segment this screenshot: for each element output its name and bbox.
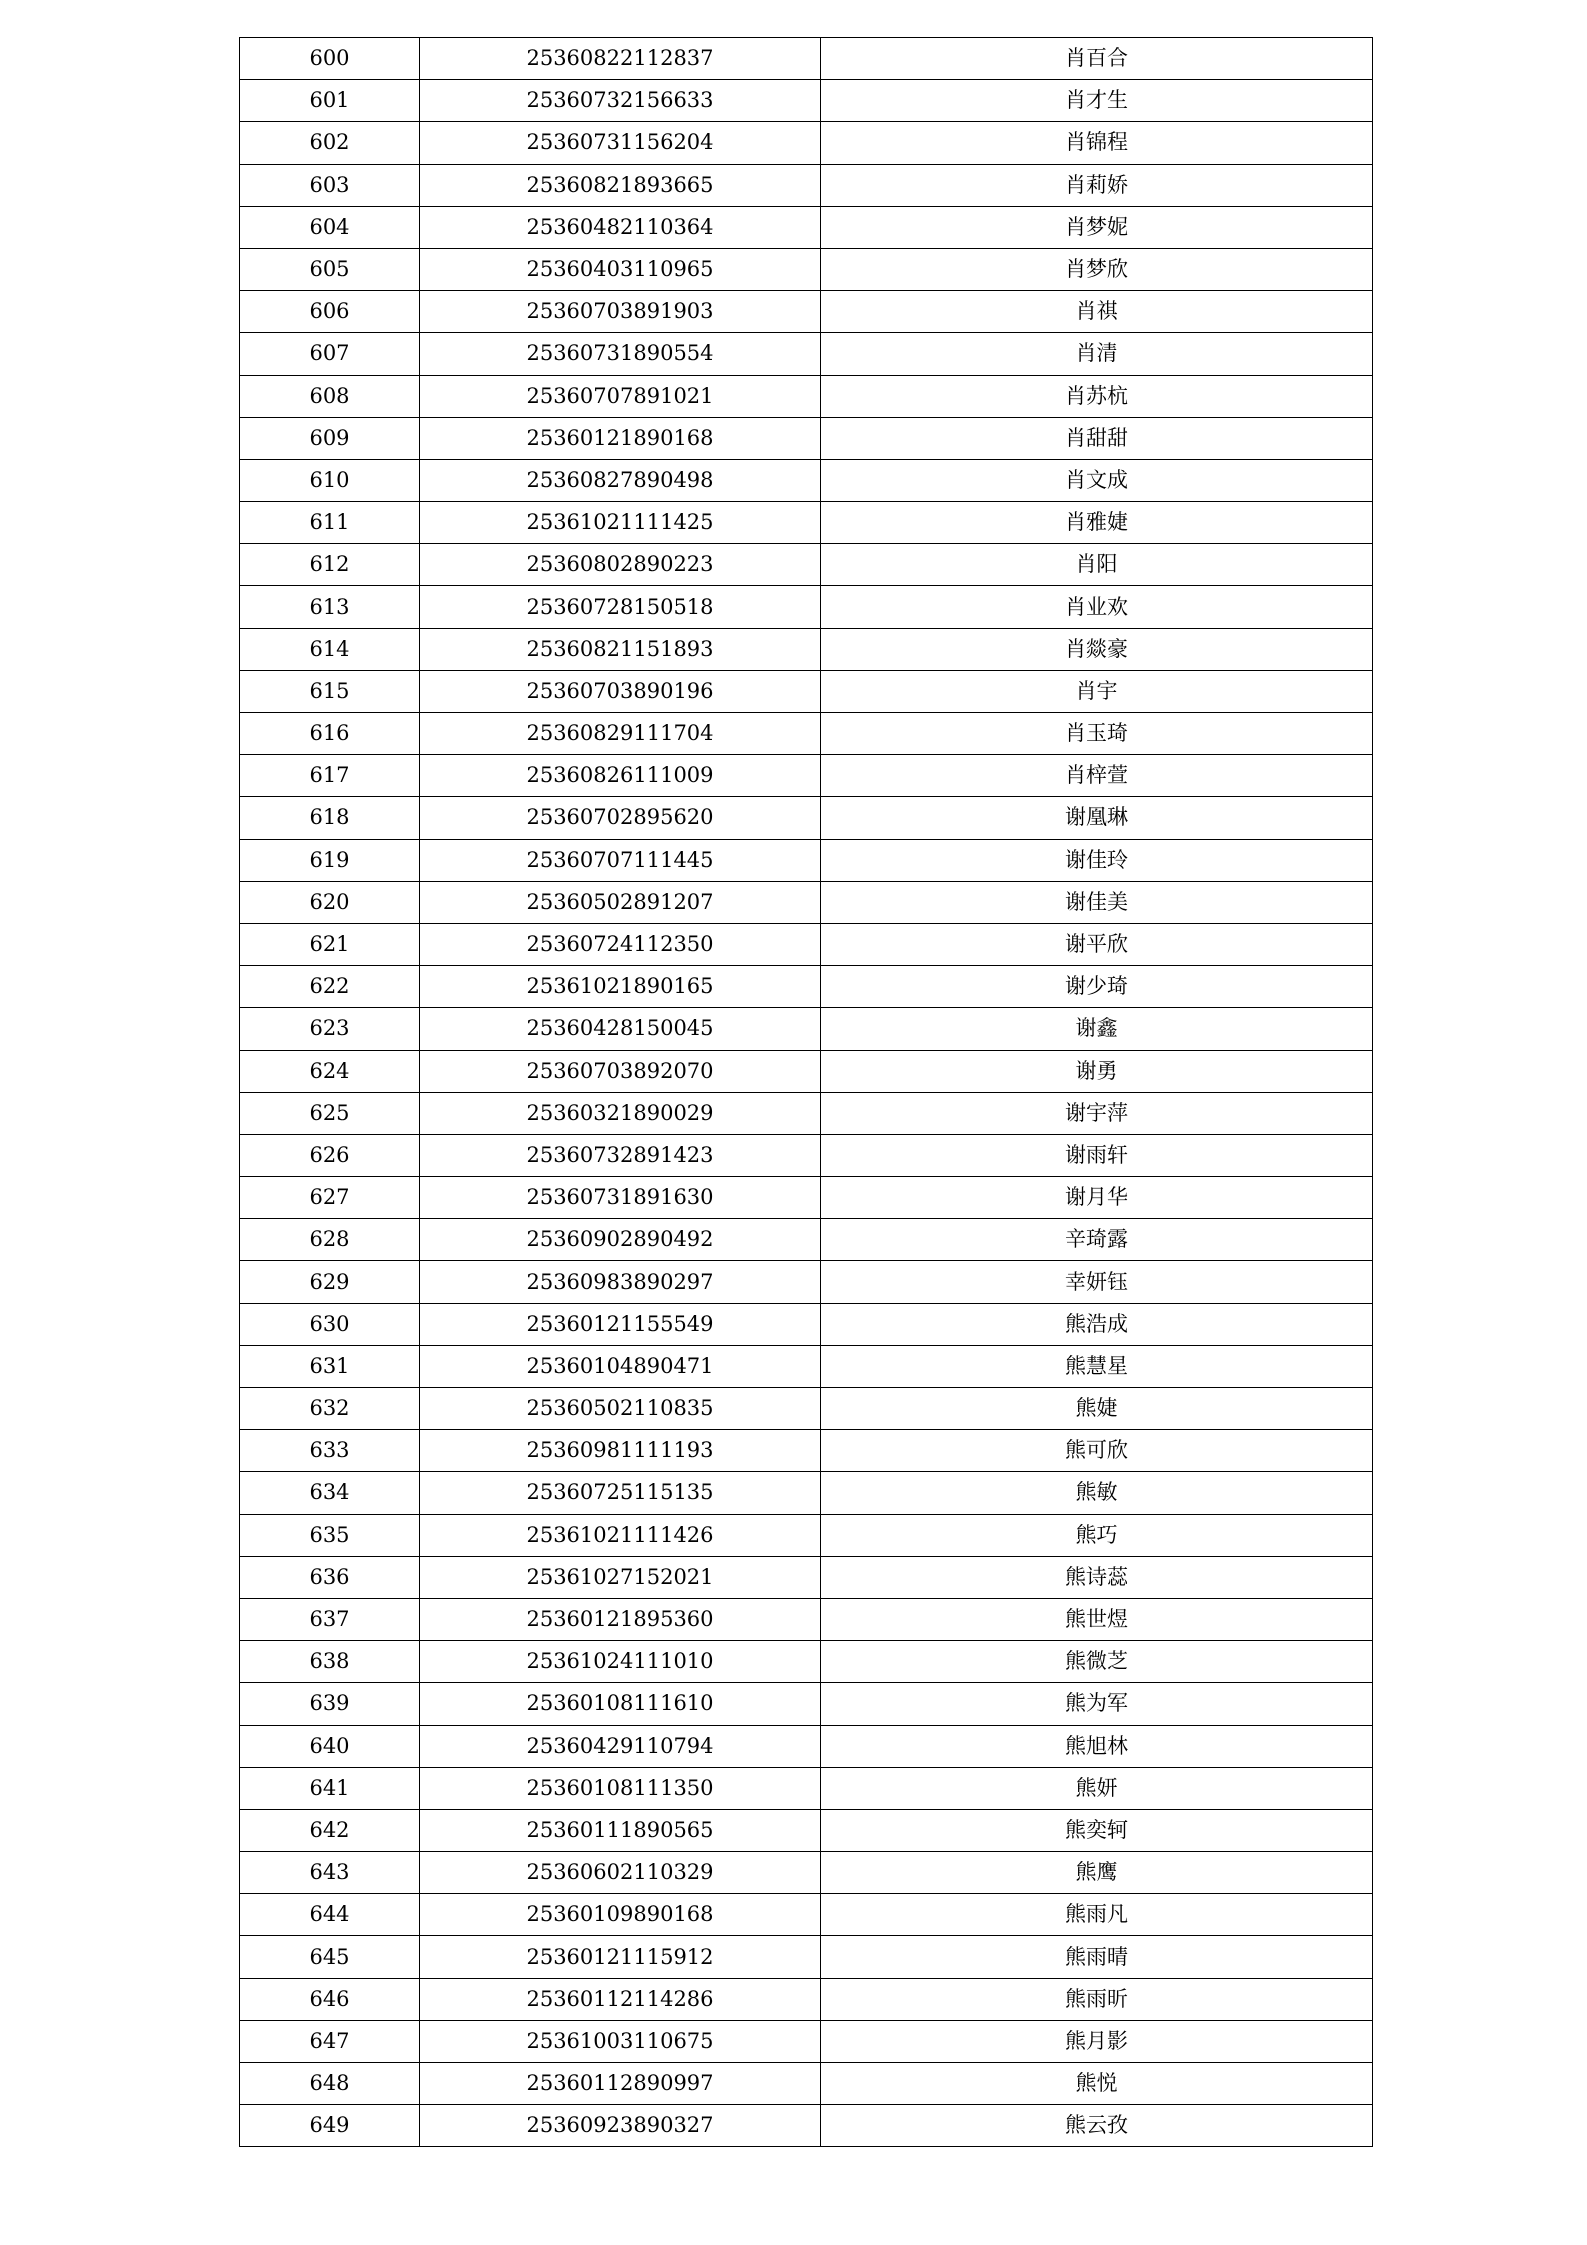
row-number-cell: 625 [240,1092,420,1134]
candidate-name-cell: 辛琦露 [821,1219,1373,1261]
row-number-cell: 601 [240,80,420,122]
row-number-cell: 624 [240,1050,420,1092]
row-number-cell: 615 [240,670,420,712]
table-row [240,459,1373,501]
table-row [240,923,1373,965]
table-row [240,1936,1373,1978]
row-number-cell: 646 [240,1978,420,2020]
row-number-cell: 649 [240,2105,420,2147]
candidate-name-cell: 熊世煜 [821,1598,1373,1640]
table-row [240,1430,1373,1472]
row-number-cell: 633 [240,1430,420,1472]
candidate-name-cell: 熊微芝 [821,1641,1373,1683]
candidate-name-cell: 熊慧星 [821,1345,1373,1387]
table-row [240,1092,1373,1134]
table-row [240,1641,1373,1683]
table-row [240,1219,1373,1261]
table-row [240,1345,1373,1387]
candidate-name-cell: 熊奕轲 [821,1809,1373,1851]
row-number-cell: 640 [240,1725,420,1767]
candidate-name-cell: 肖甜甜 [821,417,1373,459]
row-number-cell: 626 [240,1134,420,1176]
candidate-id-cell: 25360502110835 [420,1388,821,1430]
candidate-name-cell: 谢佳美 [821,881,1373,923]
row-number-cell: 609 [240,417,420,459]
candidate-name-cell: 谢平欣 [821,923,1373,965]
candidate-id-cell: 25360725115135 [420,1472,821,1514]
table-row [240,1556,1373,1598]
table-row [240,544,1373,586]
candidate-id-cell: 25360728150518 [420,586,821,628]
candidate-name-cell: 谢凰琳 [821,797,1373,839]
row-number-cell: 620 [240,881,420,923]
roster-table [239,37,1373,2147]
row-number-cell: 602 [240,122,420,164]
candidate-id-cell: 25360731891630 [420,1177,821,1219]
candidate-name-cell: 熊浩成 [821,1303,1373,1345]
candidate-id-cell: 25360429110794 [420,1725,821,1767]
candidate-name-cell: 肖燚豪 [821,628,1373,670]
row-number-cell: 631 [240,1345,420,1387]
table-row [240,1683,1373,1725]
candidate-name-cell: 熊旭林 [821,1725,1373,1767]
table-row [240,670,1373,712]
table-row [240,1472,1373,1514]
candidate-id-cell: 25360732156633 [420,80,821,122]
candidate-name-cell: 熊鹰 [821,1852,1373,1894]
candidate-name-cell: 谢宇萍 [821,1092,1373,1134]
candidate-name-cell: 肖雅婕 [821,502,1373,544]
candidate-name-cell: 肖百合 [821,38,1373,80]
table-row [240,1767,1373,1809]
row-number-cell: 607 [240,333,420,375]
candidate-id-cell: 25360707891021 [420,375,821,417]
row-number-cell: 614 [240,628,420,670]
candidate-id-cell: 25360822112837 [420,38,821,80]
candidate-name-cell: 肖清 [821,333,1373,375]
table-row [240,586,1373,628]
table-row [240,1177,1373,1219]
candidate-id-cell: 25361021111425 [420,502,821,544]
row-number-cell: 611 [240,502,420,544]
candidate-name-cell: 肖梓萱 [821,755,1373,797]
table-row [240,248,1373,290]
table-row [240,1303,1373,1345]
candidate-name-cell: 谢雨轩 [821,1134,1373,1176]
candidate-id-cell: 25360703891903 [420,291,821,333]
table-row [240,1050,1373,1092]
candidate-name-cell: 肖业欢 [821,586,1373,628]
candidate-id-cell: 25360602110329 [420,1852,821,1894]
table-row [240,1598,1373,1640]
candidate-name-cell: 肖文成 [821,459,1373,501]
candidate-id-cell: 25360482110364 [420,206,821,248]
table-row [240,2063,1373,2105]
table-row [240,1852,1373,1894]
candidate-name-cell: 肖梦妮 [821,206,1373,248]
row-number-cell: 635 [240,1514,420,1556]
candidate-name-cell: 熊雨昕 [821,1978,1373,2020]
row-number-cell: 628 [240,1219,420,1261]
table-row [240,628,1373,670]
candidate-name-cell: 谢勇 [821,1050,1373,1092]
table-row [240,375,1373,417]
row-number-cell: 600 [240,38,420,80]
candidate-name-cell: 谢少琦 [821,966,1373,1008]
candidate-id-cell: 25360108111350 [420,1767,821,1809]
candidate-id-cell: 25360829111704 [420,713,821,755]
table-row [240,1388,1373,1430]
candidate-id-cell: 25360111890565 [420,1809,821,1851]
table-row [240,1725,1373,1767]
row-number-cell: 645 [240,1936,420,1978]
table-row [240,966,1373,1008]
candidate-id-cell: 25360902890492 [420,1219,821,1261]
candidate-name-cell: 熊诗蕊 [821,1556,1373,1598]
candidate-id-cell: 25360112890997 [420,2063,821,2105]
candidate-name-cell: 熊可欣 [821,1430,1373,1472]
candidate-name-cell: 肖宇 [821,670,1373,712]
table-row [240,797,1373,839]
table-row [240,206,1373,248]
table-row [240,333,1373,375]
candidate-name-cell: 熊妍 [821,1767,1373,1809]
candidate-name-cell: 谢月华 [821,1177,1373,1219]
row-number-cell: 636 [240,1556,420,1598]
table-row [240,122,1373,164]
candidate-id-cell: 25360502891207 [420,881,821,923]
candidate-id-cell: 25361003110675 [420,2020,821,2062]
candidate-name-cell: 肖苏杭 [821,375,1373,417]
candidate-name-cell: 肖莉娇 [821,164,1373,206]
row-number-cell: 605 [240,248,420,290]
candidate-id-cell: 25360703892070 [420,1050,821,1092]
candidate-id-cell: 25360109890168 [420,1894,821,1936]
row-number-cell: 613 [240,586,420,628]
candidate-id-cell: 25360108111610 [420,1683,821,1725]
candidate-name-cell: 熊月影 [821,2020,1373,2062]
row-number-cell: 638 [240,1641,420,1683]
candidate-id-cell: 25360802890223 [420,544,821,586]
row-number-cell: 643 [240,1852,420,1894]
candidate-name-cell: 熊雨晴 [821,1936,1373,1978]
row-number-cell: 612 [240,544,420,586]
row-number-cell: 616 [240,713,420,755]
candidate-name-cell: 肖才生 [821,80,1373,122]
row-number-cell: 610 [240,459,420,501]
candidate-id-cell: 25360707111445 [420,839,821,881]
table-row [240,502,1373,544]
row-number-cell: 621 [240,923,420,965]
candidate-name-cell: 肖玉琦 [821,713,1373,755]
candidate-name-cell: 熊巧 [821,1514,1373,1556]
candidate-name-cell: 熊悦 [821,2063,1373,2105]
candidate-id-cell: 25360321890029 [420,1092,821,1134]
row-number-cell: 639 [240,1683,420,1725]
row-number-cell: 642 [240,1809,420,1851]
candidate-id-cell: 25360827890498 [420,459,821,501]
candidate-name-cell: 幸妍钰 [821,1261,1373,1303]
candidate-id-cell: 25360428150045 [420,1008,821,1050]
table-row [240,1809,1373,1851]
row-number-cell: 627 [240,1177,420,1219]
candidate-id-cell: 25360121155549 [420,1303,821,1345]
table-row [240,1894,1373,1936]
table-row [240,881,1373,923]
row-number-cell: 630 [240,1303,420,1345]
row-number-cell: 622 [240,966,420,1008]
row-number-cell: 644 [240,1894,420,1936]
candidate-id-cell: 25360121890168 [420,417,821,459]
row-number-cell: 617 [240,755,420,797]
row-number-cell: 629 [240,1261,420,1303]
table-row [240,755,1373,797]
table-row [240,713,1373,755]
candidate-name-cell: 谢佳玲 [821,839,1373,881]
candidate-id-cell: 25360826111009 [420,755,821,797]
row-number-cell: 647 [240,2020,420,2062]
row-number-cell: 604 [240,206,420,248]
table-row [240,417,1373,459]
candidate-id-cell: 25360732891423 [420,1134,821,1176]
table-row [240,291,1373,333]
candidate-name-cell: 熊为军 [821,1683,1373,1725]
candidate-name-cell: 熊婕 [821,1388,1373,1430]
candidate-id-cell: 25360702895620 [420,797,821,839]
row-number-cell: 608 [240,375,420,417]
candidate-name-cell: 肖祺 [821,291,1373,333]
candidate-id-cell: 25360403110965 [420,248,821,290]
candidate-id-cell: 25360923890327 [420,2105,821,2147]
table-row [240,1514,1373,1556]
candidate-name-cell: 谢鑫 [821,1008,1373,1050]
candidate-id-cell: 25360121895360 [420,1598,821,1640]
candidate-id-cell: 25361024111010 [420,1641,821,1683]
candidate-id-cell: 25360731156204 [420,122,821,164]
table-row [240,2020,1373,2062]
candidate-id-cell: 25360731890554 [420,333,821,375]
row-number-cell: 618 [240,797,420,839]
candidate-name-cell: 肖阳 [821,544,1373,586]
table-row [240,38,1373,80]
roster-table-body [240,38,1373,2147]
table-row [240,1261,1373,1303]
candidate-id-cell: 25360981111193 [420,1430,821,1472]
row-number-cell: 637 [240,1598,420,1640]
candidate-id-cell: 25360112114286 [420,1978,821,2020]
candidate-id-cell: 25361027152021 [420,1556,821,1598]
row-number-cell: 648 [240,2063,420,2105]
candidate-id-cell: 25360724112350 [420,923,821,965]
row-number-cell: 634 [240,1472,420,1514]
row-number-cell: 632 [240,1388,420,1430]
candidate-name-cell: 肖锦程 [821,122,1373,164]
row-number-cell: 619 [240,839,420,881]
candidate-name-cell: 肖梦欣 [821,248,1373,290]
candidate-id-cell: 25360104890471 [420,1345,821,1387]
table-row [240,2105,1373,2147]
candidate-name-cell: 熊雨凡 [821,1894,1373,1936]
table-row [240,1978,1373,2020]
candidate-id-cell: 25360821893665 [420,164,821,206]
row-number-cell: 603 [240,164,420,206]
candidate-id-cell: 25361021890165 [420,966,821,1008]
candidate-id-cell: 25361021111426 [420,1514,821,1556]
candidate-id-cell: 25360983890297 [420,1261,821,1303]
candidate-id-cell: 25360121115912 [420,1936,821,1978]
row-number-cell: 606 [240,291,420,333]
candidate-id-cell: 25360703890196 [420,670,821,712]
table-row [240,1008,1373,1050]
table-row [240,1134,1373,1176]
candidate-id-cell: 25360821151893 [420,628,821,670]
row-number-cell: 623 [240,1008,420,1050]
table-row [240,80,1373,122]
table-row [240,839,1373,881]
candidate-name-cell: 熊敏 [821,1472,1373,1514]
table-row [240,164,1373,206]
candidate-name-cell: 熊云孜 [821,2105,1373,2147]
row-number-cell: 641 [240,1767,420,1809]
